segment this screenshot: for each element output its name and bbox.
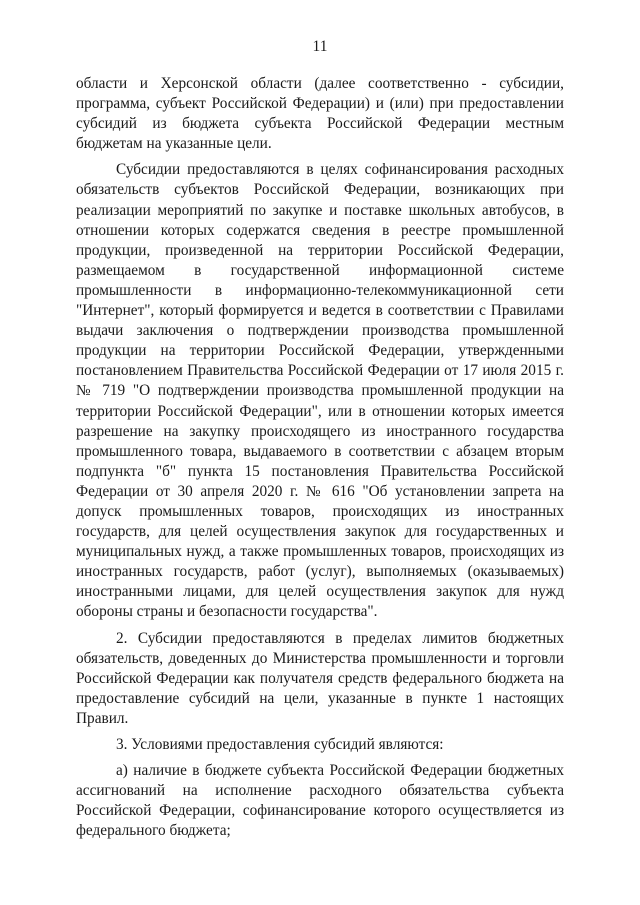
paragraph-3-conditions: 3. Условиями предоставления субсидий являются:: [116, 736, 444, 753]
page-number: 11: [312, 38, 328, 55]
paragraph-3a-budget-allocations: а) наличие в бюджете субъекта Российской Федерации бюджетных ассигнований на исполнение расходного обязательства субъекта Российской Федерации, софинансирование которого осуществляется из федерального бюджета;: [76, 762, 564, 840]
paragraph-continuation: области и Херсонской области (далее соответственно - субсидии, программа, субъект Российской Федерации) и (или) при предоставлении субсидий из бюджета субъекта Российской Федерации местным бюджетам на указанные цели.: [76, 75, 564, 153]
paragraph-subsidy-purpose: Субсидии предоставляются в целях софинансирования расходных обязательств субъектов Российской Федерации, возникающих при реализации мероприятий по закупке и поставке школьных автобусов, в отношении которых содержатся сведения в реестре промышленной продукции, произведенной на территории Российской Федерации, размещаемом в государственной информационной системе промышленности в информационно-телекоммуникационной сети "Интернет", который формируется и ведется в соответствии с Правилами выдачи заключения о подтверждении производства промышленной продукции на территории Российской Федерации, утвержденными постановлением Правительства Российской Федерации от 17 июля 2015 г. № 719 "О подтверждении производства промышленной продукции на территории Российской Федерации", или в отношении которых имеется разрешение на закупку происходящего из иностранного государства промышленного товара, выдаваемого в соответствии с абзацем вторым подпункта "б" пункта 15 постановления Правительства Российской Федерации от 30 апреля 2020 г. № 616 "Об установлении запрета на допуск промышленных товаров, происходящих из иностранных государств, для целей осуществления закупок для государственных и муниципальных нужд, а также промышленных товаров, происходящих из иностранных государств, работ (услуг), выполняемых (оказываемых) иностранными лицами, для целей осуществления закупок для нужд обороны страны и безопасности государства".: [76, 161, 564, 621]
paragraph-2-budget-limits: 2. Субсидии предоставляются в пределах лимитов бюджетных обязательств, доведенных до Министерства промышленности и торговли Российской Федерации как получателя средств федерального бюджета на предоставление субсидий на цели, указанные в пункте 1 настоящих Правил.: [76, 629, 564, 727]
document-body: [76, 74, 564, 841]
